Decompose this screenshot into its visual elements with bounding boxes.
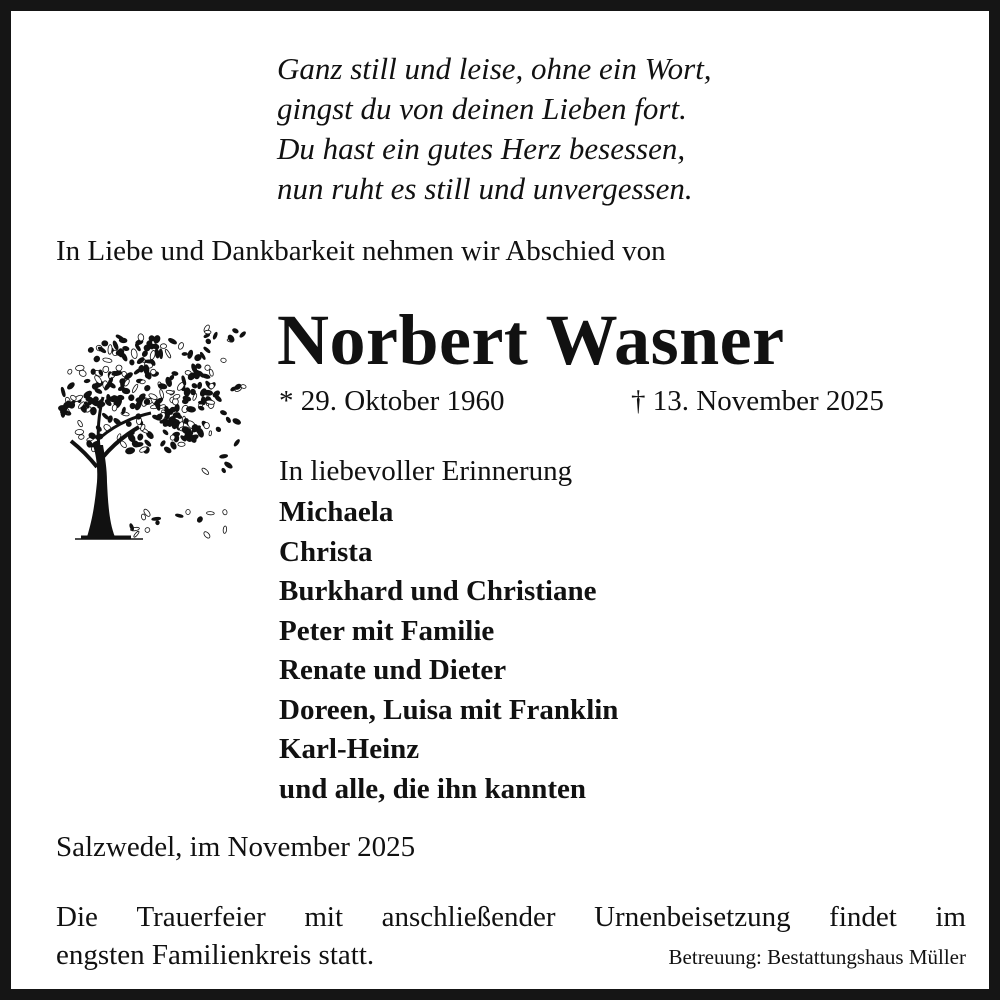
falling-leaf: [220, 410, 227, 416]
poem-line: Ganz still und leise, ohne ein Wort,: [277, 51, 712, 86]
leaf: [66, 381, 75, 390]
falling-leaf: [221, 468, 226, 474]
memory-heading: In liebevoller Erinnerung: [279, 455, 573, 487]
birth-date: * 29. Oktober 1960: [279, 385, 505, 417]
falling-leaf: [144, 527, 150, 533]
leaf: [137, 433, 144, 441]
falling-leaf: [205, 330, 212, 334]
leaf: [186, 406, 196, 413]
funeral-home-credit: Betreuung: Bestattungshaus Müller: [668, 945, 966, 969]
leaf: [86, 440, 92, 448]
leaf: [60, 410, 68, 413]
ceremony-word: Die: [56, 901, 98, 933]
leaf: [129, 359, 134, 365]
poem-line: nun ruht es still und unvergessen.: [277, 171, 693, 206]
mourner-name: Renate und Dieter: [279, 654, 507, 686]
falling-leaf: [129, 523, 134, 531]
leaf: [75, 429, 84, 435]
farewell-intro: In Liebe und Dankbarkeit nehmen wir Abschied von: [56, 235, 666, 267]
leaf: [168, 337, 178, 345]
leaf: [187, 350, 194, 360]
falling-leaf: [155, 520, 159, 524]
leaf: [136, 356, 145, 364]
poem-line: gingst du von deinen Lieben fort.: [277, 91, 687, 126]
falling-leaf: [225, 416, 231, 423]
falling-leaf: [201, 467, 210, 475]
leaf: [84, 379, 90, 383]
leaf: [203, 390, 213, 396]
falling-leaf: [203, 531, 211, 540]
leaf: [159, 349, 163, 359]
leaf: [108, 344, 113, 354]
tree-canopy: [58, 333, 222, 454]
leaf: [160, 344, 166, 349]
falling-leaf: [196, 516, 203, 524]
falling-leaf: [219, 454, 228, 459]
leaf: [182, 399, 188, 404]
leaf: [75, 365, 84, 371]
mourner-name: Peter mit Familie: [279, 614, 495, 647]
mourner-name: Karl-Heinz: [279, 733, 420, 765]
leaf: [67, 369, 73, 375]
ceremony-word: mit: [304, 901, 344, 933]
leaf: [143, 365, 149, 375]
falling-leaf: [203, 346, 211, 353]
ceremony-word: anschließender: [381, 901, 556, 933]
falling-leaf: [205, 338, 212, 345]
ceremony-word: im: [935, 901, 966, 933]
leaf: [144, 439, 152, 447]
falling-leaf: [209, 431, 212, 436]
falling-leaf: [206, 511, 214, 515]
leaf: [125, 447, 135, 455]
windblown-tree-icon: [51, 317, 251, 545]
mourner-name: und alle, die ihn kannten: [279, 772, 587, 805]
leaf: [130, 348, 138, 359]
leaf: [177, 342, 184, 350]
death-date: † 13. November 2025: [631, 385, 884, 417]
falling-leaf: [223, 526, 227, 534]
leaf: [190, 389, 196, 396]
leaf: [128, 394, 135, 401]
leaf: [163, 446, 172, 454]
leaf: [143, 384, 151, 392]
leaf: [90, 407, 96, 415]
memorial-poem: [277, 49, 712, 209]
leaf: [164, 349, 171, 359]
deceased-name: Norbert Wasner: [277, 300, 785, 380]
falling-leaf: [215, 426, 221, 432]
leaf: [112, 404, 118, 411]
leaf: [116, 365, 123, 372]
falling-leaf: [233, 439, 240, 447]
leaf: [198, 406, 205, 411]
leaf: [131, 384, 138, 394]
leaf: [191, 383, 198, 389]
mourner-name: Christa: [279, 535, 373, 568]
leaf: [77, 420, 84, 428]
leaf: [60, 387, 65, 397]
falling-leaf: [222, 509, 227, 515]
ceremony-word: Urnenbeisetzung: [594, 901, 791, 933]
leaf: [102, 357, 112, 363]
falling-leaf: [133, 531, 140, 538]
leaf: [172, 371, 179, 376]
leaf: [91, 369, 96, 375]
leaf: [87, 346, 94, 353]
leaf: [119, 338, 127, 343]
mourner-name: Doreen, Luisa mit Franklin: [279, 693, 619, 726]
falling-leaf: [224, 461, 234, 469]
ceremony-word: Trauerfeier: [136, 901, 266, 933]
falling-leaf: [186, 509, 191, 514]
ceremony-line-text: engsten Familienkreis statt.: [56, 939, 375, 971]
falling-leaf: [198, 401, 204, 404]
falling-leaf: [232, 328, 239, 334]
falling-leaf: [239, 331, 246, 338]
leaf: [102, 341, 108, 347]
leaf: [94, 388, 102, 395]
leaf: [182, 352, 188, 355]
leaf: [184, 387, 191, 396]
leaf: [122, 388, 130, 395]
falling-leaf: [232, 418, 241, 426]
leaf: [162, 429, 169, 436]
leaf: [149, 350, 156, 360]
ceremony-notice: [56, 898, 966, 976]
poem-line: Du hast ein gutes Herz besessen,: [277, 131, 686, 166]
ceremony-word: findet: [829, 901, 897, 933]
leaf: [197, 382, 202, 389]
place-and-date: Salzwedel, im November 2025: [56, 831, 416, 863]
leaf: [93, 355, 101, 363]
leaf: [160, 440, 166, 447]
leaf: [176, 414, 182, 419]
ceremony-line: [56, 898, 966, 936]
ceremony-line: [56, 936, 966, 976]
falling-leaf: [212, 332, 218, 340]
falling-leaf: [175, 514, 183, 518]
mourner-name: Michaela: [279, 496, 394, 528]
falling-leaf: [152, 517, 161, 521]
leaf: [178, 442, 185, 446]
leaf: [158, 383, 167, 390]
leaf: [130, 403, 136, 409]
falling-leaf: [220, 358, 226, 363]
mourners-list: [279, 493, 618, 809]
leaf: [159, 389, 164, 399]
mourner-name: Burkhard und Christiane: [279, 575, 597, 607]
leaf: [172, 394, 180, 400]
leaf: [204, 422, 210, 429]
leaf: [170, 407, 176, 412]
